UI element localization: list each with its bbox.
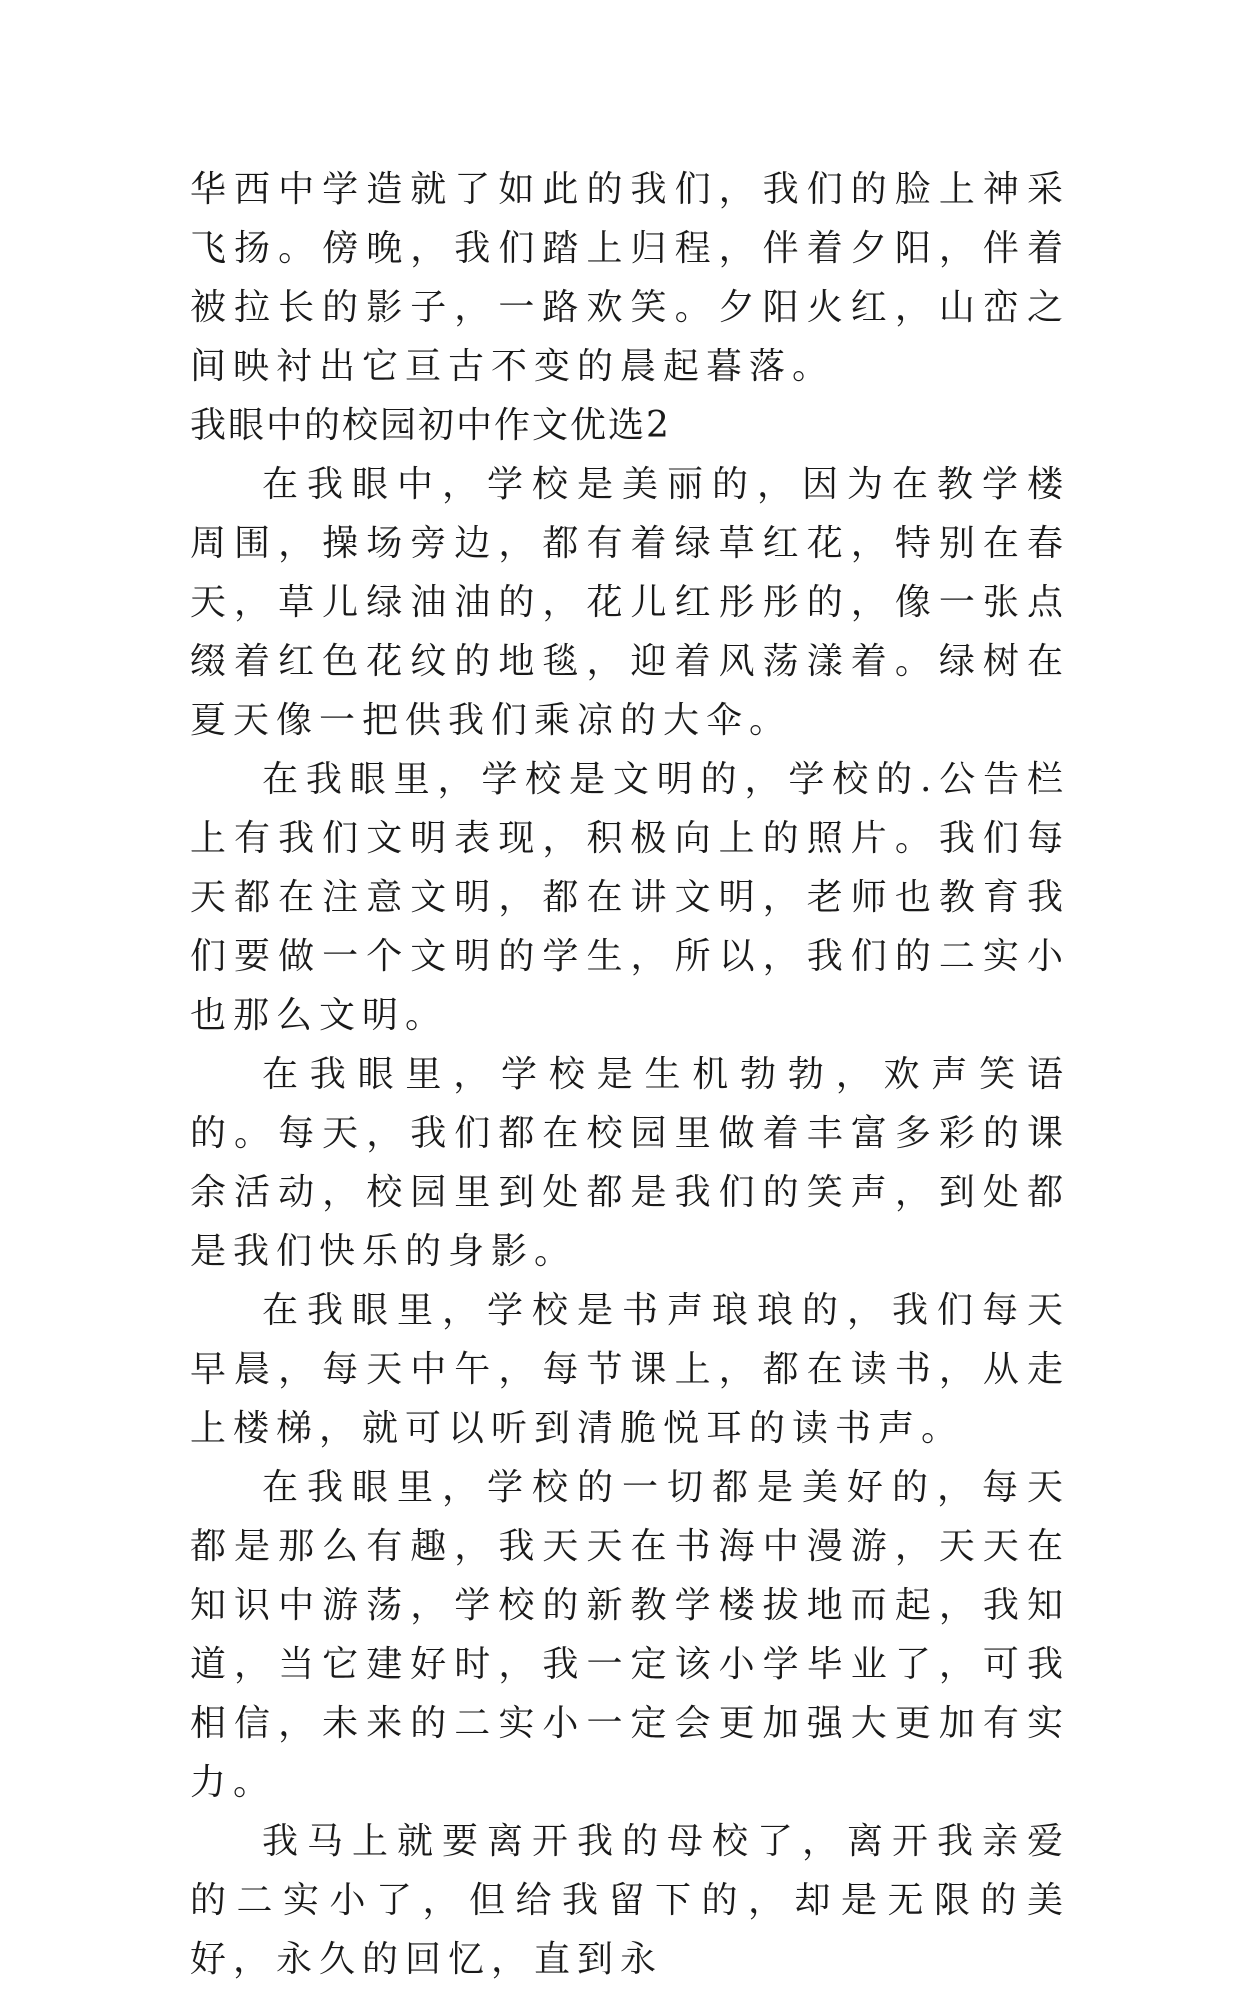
essay-heading: 我眼中的校园初中作文优选2 — [190, 405, 671, 446]
body-paragraph: 在我眼里，学校是生机勃勃，欢声笑语的。每天，我们都在校园里做着丰富多彩的课余活动，校园里到处都是我们的笑声，到处都是我们快乐的身影。 — [190, 1054, 1070, 1272]
intro-paragraph: 华西中学造就了如此的我们，我们的脸上神采飞扬。傍晚，我们踏上归程，伴着夕阳，伴着被拉长的影子，一路欢笑。夕阳火红，山峦之间映衬出它亘古不变的晨起暮落。 — [190, 169, 1070, 387]
body-paragraph: 在我眼里，学校是文明的，学校的.公告栏上有我们文明表现，积极向上的照片。我们每天都在注意文明，都在讲文明，老师也教育我们要做一个文明的学生，所以，我们的二实小也那么文明。 — [190, 759, 1070, 1036]
body-paragraph: 在我眼中，学校是美丽的，因为在教学楼周围，操场旁边，都有着绿草红花，特别在春天，草儿绿油油的，花儿红彤彤的，像一张点缀着红色花纹的地毯，迎着风荡漾着。绿树在夏天像一把供我们乘凉的大伞。 — [190, 464, 1070, 741]
body-paragraph: 在我眼里，学校的一切都是美好的，每天都是那么有趣，我天天在书海中漫游，天天在知识中游荡，学校的新教学楼拔地而起，我知道，当它建好时，我一定该小学毕业了，可我相信，未来的二实小一定会更加强大更加有实力。 — [190, 1467, 1070, 1803]
document-body — [190, 160, 1070, 1989]
body-paragraph: 在我眼里，学校是书声琅琅的，我们每天早晨，每天中午，每节课上，都在读书，从走上楼梯，就可以听到清脆悦耳的读书声。 — [190, 1290, 1070, 1449]
body-paragraph: 我马上就要离开我的母校了，离开我亲爱的二实小了，但给我留下的，却是无限的美好，永久的回忆，直到永 — [190, 1821, 1070, 1980]
